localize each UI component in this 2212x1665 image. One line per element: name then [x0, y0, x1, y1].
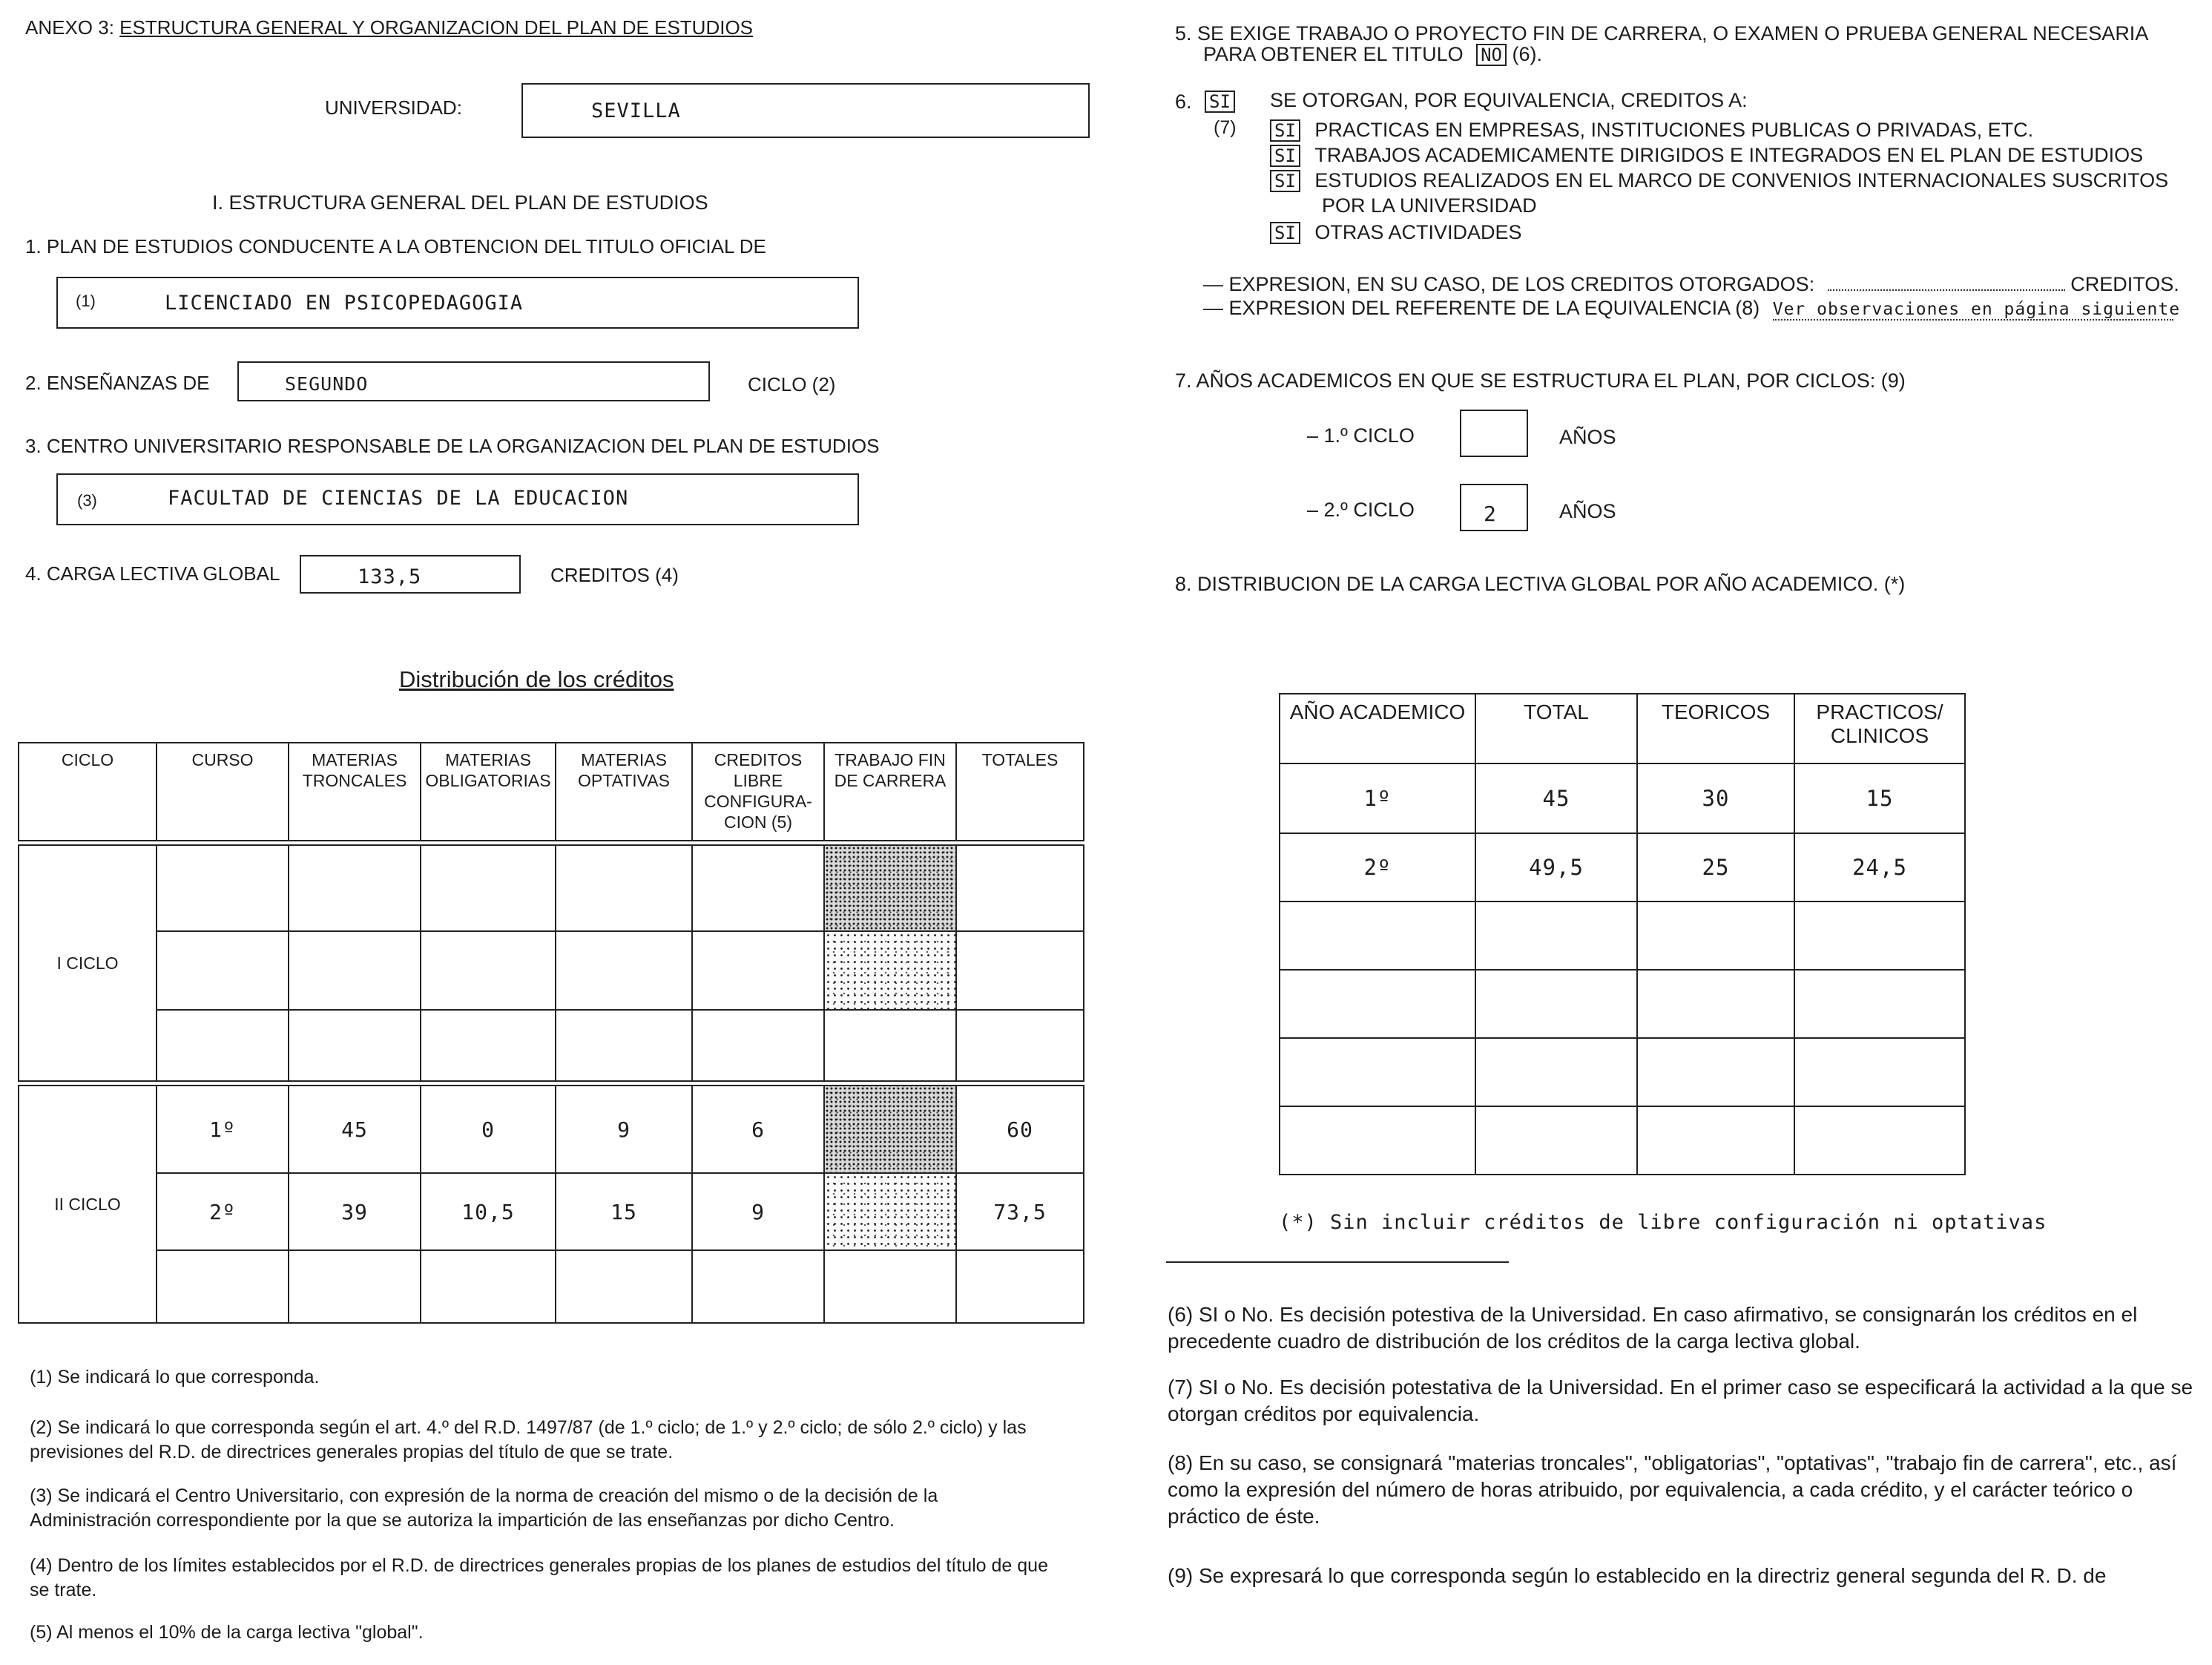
- q3-field: [56, 473, 859, 525]
- university-label: UNIVERSIDAD:: [325, 96, 462, 119]
- cell-totales: 60: [956, 1086, 1084, 1173]
- header-curso: CURSO: [157, 743, 289, 841]
- footnote-3: (3) Se indicará el Centro Universitario, con expresión de la norma de creación del mismo o de la decisión de la Administración correspondiente por la que se autoriza la impartición de las enseñanzas por dicho Centro.: [30, 1485, 938, 1531]
- table-row: [1280, 1106, 1965, 1175]
- q7-cycle2-value: 2: [1484, 502, 1497, 526]
- header-libre-configuracion: CREDITOS LIBRE CONFIGURA- CION (5): [692, 743, 824, 841]
- q7-cycle2-label: – 2.º CICLO: [1307, 499, 1415, 521]
- cell-obligatorias: 10,5: [421, 1173, 556, 1250]
- shaded-cell: [824, 931, 956, 1010]
- q7-cycle1-unit: AÑOS: [1559, 426, 1616, 448]
- cell-curso: 1º: [157, 1086, 289, 1173]
- year-table-note: (*) Sin incluir créditos de libre configuración ni optativas: [1279, 1211, 2047, 1234]
- footnote-2: (2) Se indicará lo que corresponda según el art. 4.º del R.D. 1497/87 (de 1.º ciclo; de 1.º y 2.º ciclo; de sólo 2.º ciclo) y las previsiones del R.D. de directrices generales propias del título de que se trate.: [30, 1417, 1027, 1462]
- q3-ref: (3): [77, 491, 97, 510]
- table-row: [19, 1250, 1084, 1323]
- annex-title: ESTRUCTURA GENERAL Y ORGANIZACION DEL PLAN DE ESTUDIOS: [119, 16, 754, 39]
- table-row: [19, 1086, 1084, 1173]
- q6-option-2-mark: SI: [1270, 145, 1300, 167]
- q7-cycle2-box: [1460, 484, 1528, 531]
- year-cell: 25: [1637, 833, 1794, 902]
- q5-line-2: [1203, 43, 1542, 66]
- header-obligatorias: MATERIAS OBLIGATORIAS: [421, 743, 556, 841]
- q8-title: 8. DISTRIBUCION DE LA CARGA LECTIVA GLOBAL POR AÑO ACADEMICO. (*): [1175, 573, 1906, 595]
- distribution-title: Distribución de los créditos: [399, 666, 674, 692]
- q6-option-3-mark: SI: [1270, 170, 1300, 192]
- table-row: [19, 1173, 1084, 1250]
- footnote-divider: [1166, 1261, 1509, 1263]
- distribution-table: [18, 742, 1084, 1324]
- header-trabajo-fin: TRABAJO FIN DE CARRERA: [824, 743, 956, 841]
- year-cell: 45: [1475, 763, 1637, 833]
- q4-label: 4. CARGA LECTIVA GLOBAL: [25, 562, 280, 585]
- q6-option-1-text: PRACTICAS EN EMPRESAS, INSTITUCIONES PUBLICAS O PRIVADAS, ETC.: [1314, 119, 2034, 141]
- q7-cycle2-unit: AÑOS: [1559, 500, 1616, 522]
- year-header-practicos: PRACTICOS/ CLINICOS: [1794, 694, 1965, 763]
- q2-suffix: CICLO (2): [748, 373, 836, 395]
- q1-field: [56, 277, 859, 329]
- table-row: [19, 1010, 1084, 1081]
- cell-libre: 9: [692, 1173, 824, 1250]
- q6-answer-box: SI: [1205, 91, 1235, 113]
- q5-line-1: 5. SE EXIGE TRABAJO O PROYECTO FIN DE CARRERA, O EXAMEN O PRUEBA GENERAL NECESARIA: [1175, 22, 2149, 45]
- q6-option-3-text: ESTUDIOS REALIZADOS EN EL MARCO DE CONVENIOS INTERNACIONALES SUSCRITOS: [1314, 169, 2169, 191]
- cell-obligatorias: 0: [421, 1086, 556, 1173]
- cycle1-label: I CICLO: [19, 845, 157, 1081]
- year-cell: 24,5: [1794, 833, 1965, 902]
- annex-header: [25, 16, 753, 39]
- q6-option-3: [1270, 169, 2168, 192]
- table-row: [1280, 1038, 1965, 1106]
- q2-label: 2. ENSEÑANZAS DE: [25, 372, 210, 394]
- shaded-cell: [824, 1086, 956, 1173]
- cycle2-label: II CICLO: [19, 1086, 157, 1323]
- q4-field: [300, 555, 521, 594]
- footnote-8: (8) En su caso, se consignará "materias troncales", "obligatorias", "optativas", "trabajo fin de carrera", etc., así como la expresión del número de horas atribuido, por equivalencia, a cada crédito, y el carácter teórico o práctico de éste.: [1168, 1451, 2177, 1528]
- footnote-1: (1) Se indicará lo que corresponda.: [30, 1367, 320, 1388]
- q7-cycle1-box: [1460, 410, 1528, 457]
- year-header-row: [1280, 694, 1965, 763]
- cell-optativas: 9: [556, 1086, 692, 1173]
- table-row: [1280, 833, 1965, 902]
- year-distribution-table: [1279, 693, 1966, 1175]
- expression-credits-suffix: CREDITOS.: [2070, 273, 2179, 295]
- q6-option-2: [1270, 144, 2143, 167]
- year-header-ano: AÑO ACADEMICO: [1280, 694, 1475, 763]
- year-cell: 49,5: [1475, 833, 1637, 902]
- expression-equivalence: [1203, 297, 2181, 321]
- section-title: I. ESTRUCTURA GENERAL DEL PLAN DE ESTUDIOS: [212, 191, 708, 214]
- cell-troncales: 45: [289, 1086, 421, 1173]
- cell-optativas: 15: [556, 1173, 692, 1250]
- year-cell: 2º: [1280, 833, 1475, 902]
- q4-value: 133,5: [358, 565, 422, 588]
- footnote-6: (6) SI o No. Es decisión potestiva de la Universidad. En caso afirmativo, se consignarán los créditos en el precedente cuadro de distribución de los créditos de la carga lectiva global.: [1168, 1303, 2138, 1353]
- table-row: [1280, 902, 1965, 970]
- year-cell: 15: [1794, 763, 1965, 833]
- q6-option-4-text: OTRAS ACTIVIDADES: [1314, 221, 1522, 243]
- q5-suffix: (6).: [1512, 43, 1543, 65]
- q5-label: PARA OBTENER EL TITULO: [1203, 43, 1464, 65]
- header-ciclo: CICLO: [19, 743, 157, 841]
- q6-option-4: [1270, 221, 1521, 244]
- cell-totales: 73,5: [956, 1173, 1084, 1250]
- expression-equivalence-label: — EXPRESION DEL REFERENTE DE LA EQUIVALENCIA (8): [1203, 297, 1760, 319]
- q6-option-1: [1270, 119, 2033, 142]
- q6-option-2-text: TRABAJOS ACADEMICAMENTE DIRIGIDOS E INTEGRADOS EN EL PLAN DE ESTUDIOS: [1314, 144, 2144, 166]
- year-header-teoricos: TEORICOS: [1637, 694, 1794, 763]
- q7-cycle1-label: – 1.º CICLO: [1307, 424, 1415, 447]
- q3-value: FACULTAD DE CIENCIAS DE LA EDUCACION: [168, 487, 629, 510]
- q7-title: 7. AÑOS ACADEMICOS EN QUE SE ESTRUCTURA EL PLAN, POR CICLOS: (9): [1175, 370, 1906, 392]
- cell-libre: 6: [692, 1086, 824, 1173]
- q6-option-3-continued: POR LA UNIVERSIDAD: [1322, 194, 1537, 217]
- university-value: SEVILLA: [591, 99, 681, 122]
- q6-option-1-mark: SI: [1270, 119, 1300, 142]
- q6-title: SE OTORGAN, POR EQUIVALENCIA, CREDITOS A:: [1270, 89, 1748, 111]
- footnote-5: (5) Al menos el 10% de la carga lectiva "global".: [30, 1622, 424, 1643]
- footnote-7: (7) SI o No. Es decisión potestativa de la Universidad. En el primer caso se especificará la actividad a la que se otorgan créditos por equivalencia.: [1168, 1376, 2193, 1425]
- footnote-9: (9) Se expresará lo que corresponda según lo establecido en la directriz general segunda del R. D. de: [1168, 1564, 2107, 1587]
- q6-ref: (7): [1214, 117, 1237, 138]
- shaded-cell: [824, 1173, 956, 1250]
- table-row: [1280, 970, 1965, 1038]
- expression-credits-label: — EXPRESION, EN SU CASO, DE LOS CREDITOS OTORGADOS:: [1203, 273, 1815, 295]
- q2-value: SEGUNDO: [285, 373, 369, 395]
- q4-suffix: CREDITOS (4): [550, 564, 679, 586]
- header-troncales: MATERIAS TRONCALES: [289, 743, 421, 841]
- year-header-total: TOTAL: [1475, 694, 1637, 763]
- table-row: [19, 931, 1084, 1010]
- cell-curso: 2º: [157, 1173, 289, 1250]
- q6-number: 6.: [1175, 91, 1192, 113]
- q3-label: 3. CENTRO UNIVERSITARIO RESPONSABLE DE LA ORGANIZACION DEL PLAN DE ESTUDIOS: [25, 435, 880, 457]
- cell-troncales: 39: [289, 1173, 421, 1250]
- expression-credits-blank: [1828, 289, 2065, 291]
- distribution-header-row: [19, 743, 1084, 841]
- q1-label: 1. PLAN DE ESTUDIOS CONDUCENTE A LA OBTENCION DEL TITULO OFICIAL DE: [25, 235, 766, 257]
- header-totales: TOTALES: [956, 743, 1084, 841]
- year-cell: 30: [1637, 763, 1794, 833]
- year-cell: 1º: [1280, 763, 1475, 833]
- table-row: [1280, 763, 1965, 833]
- university-field: [521, 83, 1090, 138]
- header-optativas: MATERIAS OPTATIVAS: [556, 743, 692, 841]
- shaded-cell: [824, 845, 956, 931]
- expression-credits: [1203, 273, 2179, 296]
- q5-answer-box: NO: [1476, 44, 1507, 66]
- annex-label: ANEXO 3:: [25, 16, 114, 39]
- q6-option-4-mark: SI: [1270, 222, 1300, 244]
- q2-field: [237, 361, 710, 401]
- table-row: [19, 845, 1084, 931]
- q1-ref: (1): [76, 292, 96, 310]
- q1-value: LICENCIADO EN PSICOPEDAGOGIA: [165, 292, 524, 315]
- footnote-4: (4) Dentro de los límites establecidos por el R.D. de directrices generales propias de los planes de estudios del título de que se trate.: [30, 1555, 1048, 1600]
- expression-equivalence-value: Ver observaciones en página siguiente: [1772, 300, 2181, 319]
